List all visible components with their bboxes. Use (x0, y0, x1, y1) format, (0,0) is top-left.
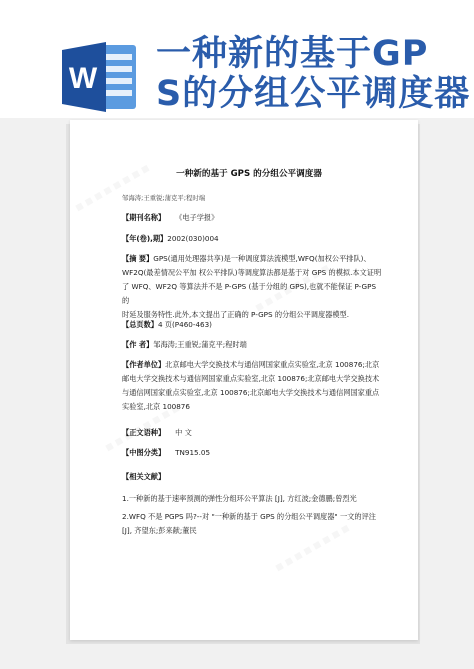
classification-label: 【中图分类】 (122, 448, 166, 457)
related-item-text: [J], 齐望东;彭来献;董民 (122, 526, 197, 535)
banner-title-line-1: 一种新的基于GP (156, 34, 429, 74)
word-document-icon (62, 42, 138, 112)
author-unit-line: 与通信网国家重点实验室,北京 100876;北京邮电大学交换技术与通信网国家重点 (122, 388, 380, 397)
author-unit-line: 邮电大学交换技术与通信网国家重点实验室,北京 100876;北京邮电大学交换技术 (122, 374, 380, 383)
classification-field (122, 446, 384, 460)
year-field (122, 232, 384, 246)
abstract-line: WF2Q(最差情况公平加 权公平排队)等调度算法都是基于对 GPS 的模拟.本文证明 (122, 268, 382, 277)
language-value: 中 文 (175, 428, 192, 437)
abstract-line: GPS(通用处理器共享)是一种调度算法流模型,WFQ(加权公平排队)、 (153, 254, 371, 263)
author-field (122, 338, 384, 352)
related-item (122, 492, 384, 506)
language-field (122, 426, 384, 440)
author-unit-field (122, 358, 384, 414)
language-label: 【正文语种】 (122, 428, 166, 437)
journal-value: 《电子学报》 (175, 213, 219, 222)
authors-line: 邹海涛;王重锐;蒲克平;程时端 (122, 194, 206, 202)
banner-header (0, 0, 474, 118)
author-label: 【作 者】 (122, 340, 154, 349)
banner-title-line-2: S的分组公平调度器 (156, 74, 471, 114)
abstract-line: 时延及服务特性.此外,本文提出了正确的 P-GPS 的分组公平调度器模型. (122, 310, 349, 319)
journal-label: 【期刊名称】 (122, 213, 166, 222)
author-unit-line: 北京邮电大学交换技术与通信网国家重点实验室,北京 100876;北京 (165, 360, 380, 369)
related-item (122, 510, 384, 538)
year-label: 【年(卷),期】 (122, 234, 168, 243)
abstract-field (122, 252, 384, 322)
abstract-label: 【摘 要】 (122, 254, 154, 263)
pages-label: 【总页数】 (122, 320, 158, 329)
related-item-text: 1.一种新的基于速率预测的弹性分组环公平算法 [J], 方红波;金德鹏;曾烈光 (122, 494, 357, 503)
document-title: 一种新的基于 GPS 的分组公平调度器 (176, 169, 322, 179)
year-value: 2002(030)004 (167, 234, 219, 243)
classification-value: TN915.05 (175, 448, 211, 457)
pages-value: 4 页(P460-463) (157, 320, 212, 329)
pages-field (122, 318, 384, 332)
journal-field (122, 211, 384, 225)
banner-title (156, 34, 471, 114)
author-unit-line: 实验室,北京 100876 (122, 402, 190, 411)
related-label-row (122, 470, 384, 484)
word-logo-letter: W (68, 62, 98, 95)
related-item-text: 2.WFQ 不是 PGPS 吗?--对 "一种新的基于 GPS 的分组公平调度器" 一文的评注 (122, 512, 376, 521)
author-value: 邹海涛;王重锐;蒲克平;程时端 (153, 340, 247, 349)
abstract-line: 了 WFQ、WF2Q 等算法并不是 P-GPS (基于分组的 GPS),也就不能保证 P-GPS 的 (122, 282, 377, 305)
document-page (70, 120, 418, 640)
author-unit-label: 【作者单位】 (122, 360, 166, 369)
related-label: 【相关文献】 (122, 472, 166, 481)
